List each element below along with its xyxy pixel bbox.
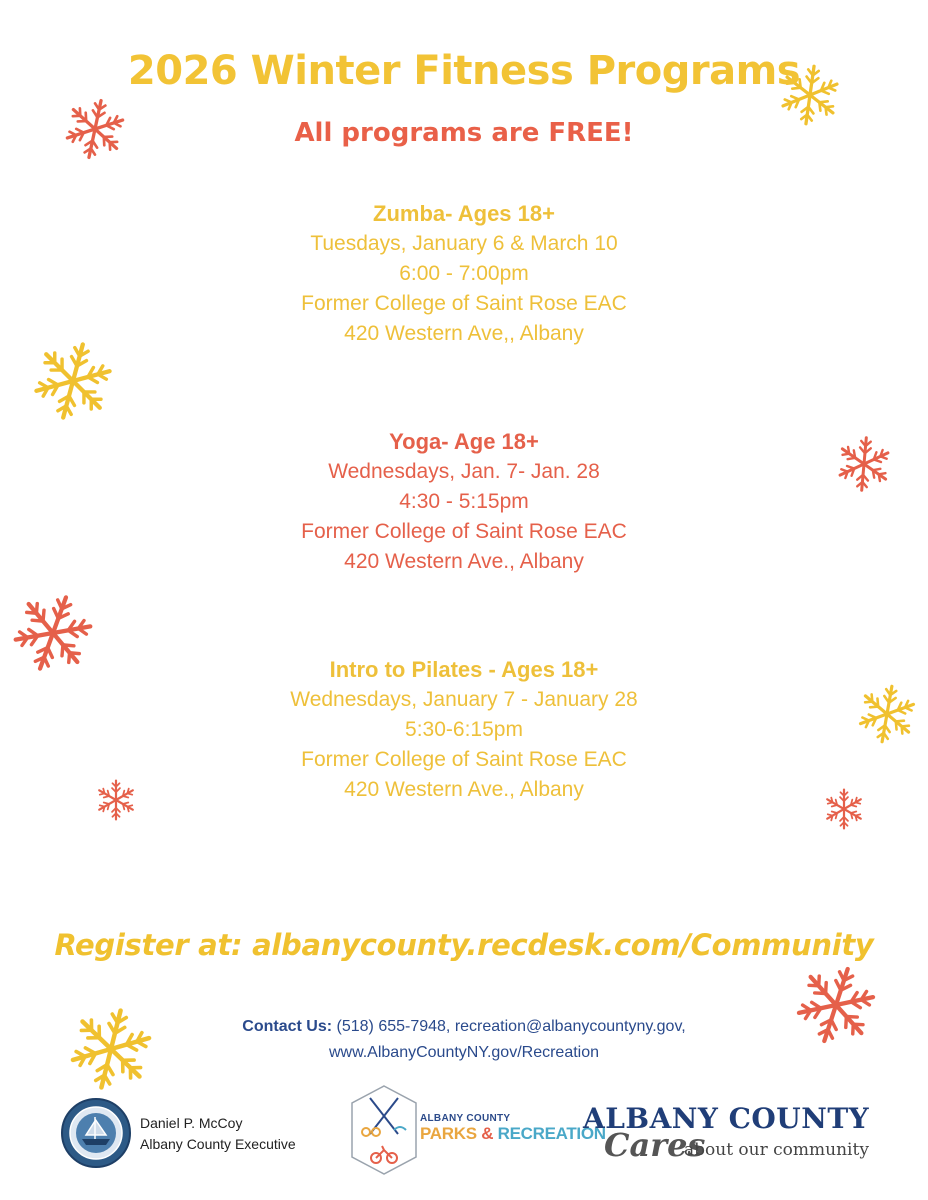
program-time: 4:30 - 5:15pm bbox=[399, 490, 529, 513]
page-title: 2026 Winter Fitness Programs bbox=[127, 48, 801, 94]
executive-title: Albany County Executive bbox=[140, 1136, 296, 1152]
contact-website[interactable]: www.AlbanyCountyNY.gov/Recreation bbox=[328, 1044, 600, 1061]
program-venue: Former College of Saint Rose EAC bbox=[301, 748, 627, 771]
program-venue: Former College of Saint Rose EAC bbox=[301, 520, 627, 543]
cares-logo-tagline: about our community bbox=[684, 1140, 869, 1160]
parks-logo-text bbox=[420, 1113, 606, 1144]
program-yoga bbox=[0, 427, 928, 577]
parks-logo-parks: PARKS bbox=[420, 1124, 477, 1143]
contact-details[interactable]: (518) 655-7948, recreation@albanycountyny.gov, bbox=[336, 1018, 686, 1035]
program-heading: Yoga- Age 18+ bbox=[389, 429, 539, 454]
program-days: Wednesdays, January 7 - January 28 bbox=[290, 688, 638, 711]
program-pilates bbox=[0, 655, 928, 805]
program-heading: Zumba- Ages 18+ bbox=[373, 201, 555, 226]
contact-label: Contact Us: bbox=[242, 1018, 333, 1035]
executive-name: Daniel P. McCoy bbox=[140, 1115, 243, 1131]
program-address: 420 Western Ave., Albany bbox=[344, 550, 584, 573]
snowflake-icon bbox=[30, 338, 116, 424]
program-address: 420 Western Ave., Albany bbox=[344, 778, 584, 801]
cares-logo-title: ALBANY COUNTY bbox=[583, 1102, 870, 1135]
county-executive bbox=[140, 1113, 296, 1155]
program-days: Tuesdays, January 6 & March 10 bbox=[310, 232, 618, 255]
program-heading: Intro to Pilates - Ages 18+ bbox=[329, 657, 599, 682]
program-time: 5:30-6:15pm bbox=[405, 718, 523, 741]
albany-county-seal-icon bbox=[60, 1097, 132, 1169]
register-link[interactable]: Register at: albanycounty.recdesk.com/Community bbox=[54, 928, 874, 962]
parks-logo-rec: RECREATION bbox=[497, 1124, 606, 1143]
program-address: 420 Western Ave,, Albany bbox=[344, 322, 584, 345]
contact-info bbox=[0, 1014, 928, 1066]
parks-logo-county: ALBANY COUNTY bbox=[420, 1113, 511, 1124]
page-subtitle: All programs are FREE! bbox=[294, 118, 634, 148]
cares-logo-script: Cares bbox=[604, 1126, 706, 1164]
parks-logo-amp: & bbox=[481, 1124, 494, 1143]
program-venue: Former College of Saint Rose EAC bbox=[301, 292, 627, 315]
program-zumba bbox=[0, 199, 928, 349]
program-days: Wednesdays, Jan. 7- Jan. 28 bbox=[328, 460, 600, 483]
program-time: 6:00 - 7:00pm bbox=[399, 262, 529, 285]
